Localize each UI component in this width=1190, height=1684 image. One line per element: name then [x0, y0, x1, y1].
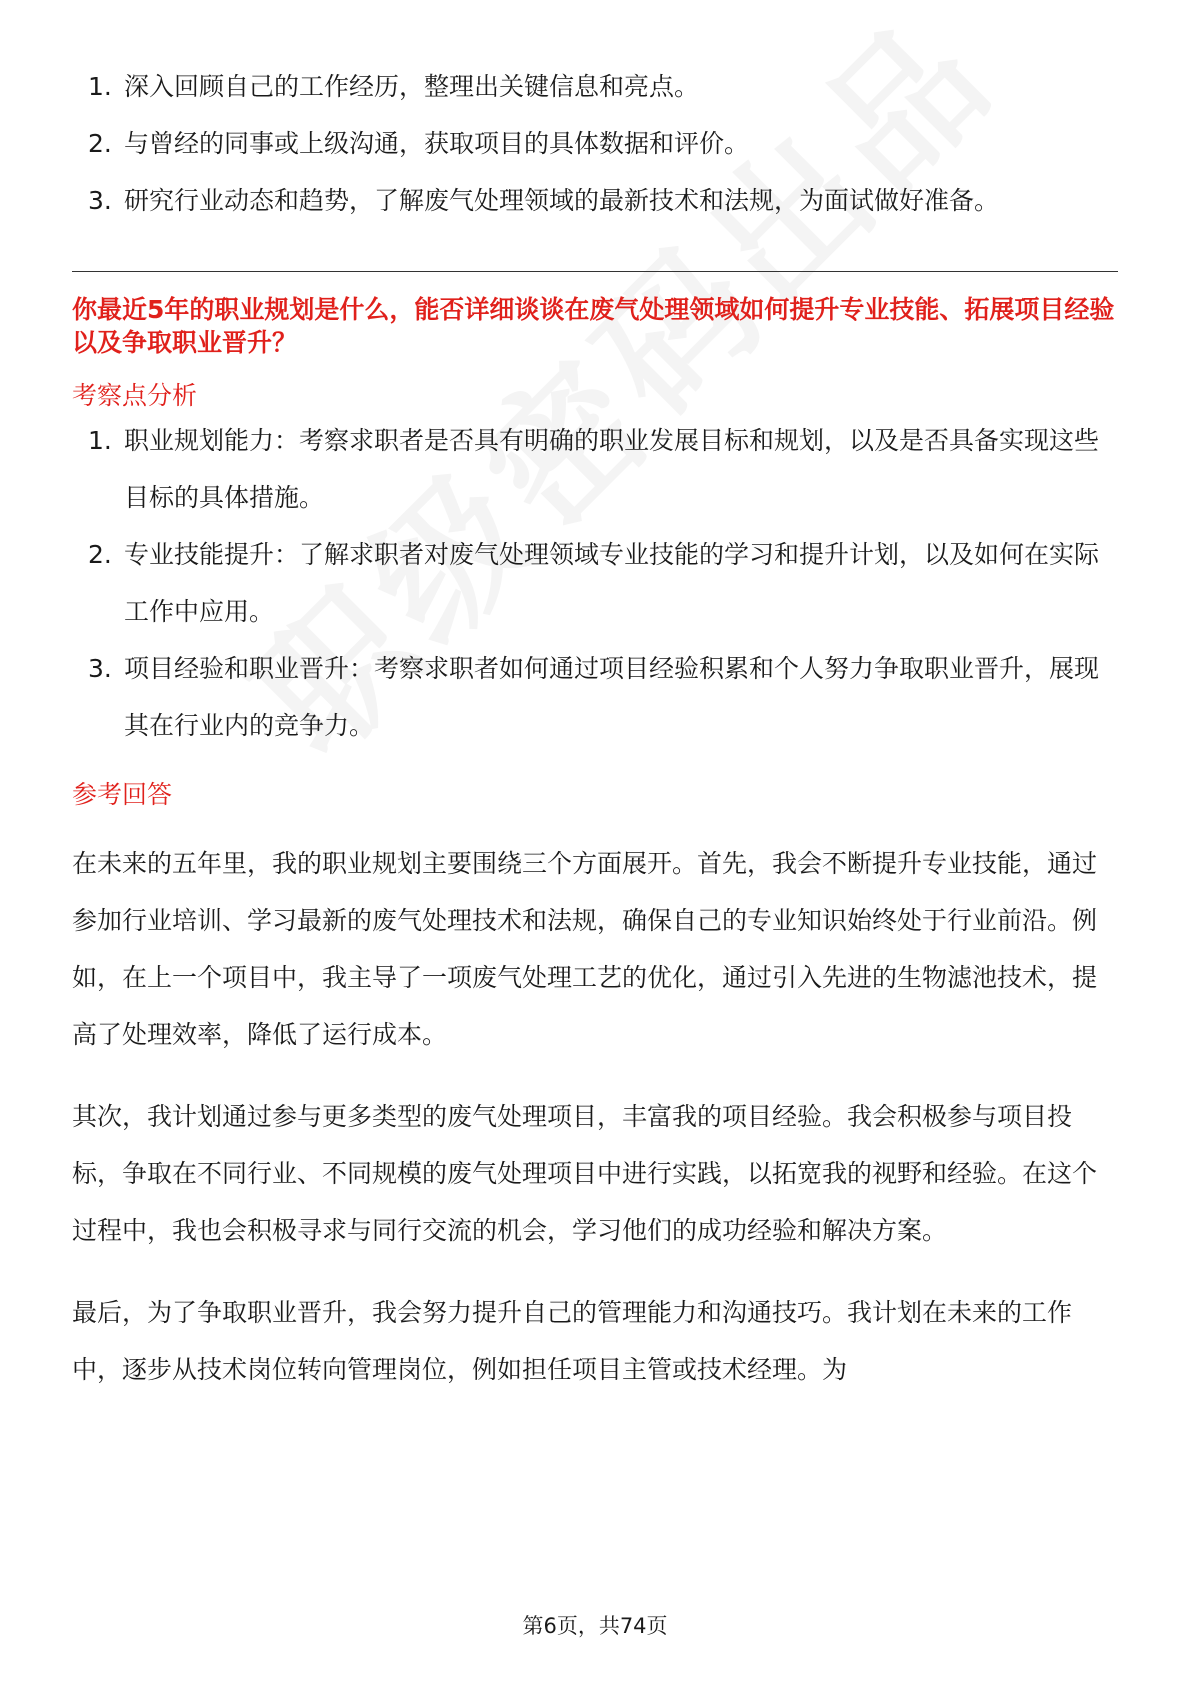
answer-paragraph: 其次，我计划通过参与更多类型的废气处理项目，丰富我的项目经验。我会积极参与项目投标，争取在不同行业、不同规模的废气处理项目中进行实践，以拓宽我的视野和经验。在这个过程中，我也会积极寻求与同行交流的机会，学习他们的成功经验和解决方案。	[72, 1102, 1098, 1245]
list-item	[72, 115, 1118, 172]
list-number: 1.	[88, 426, 112, 455]
section-divider	[72, 271, 1118, 272]
list-text: 研究行业动态和趋势，了解废气处理领域的最新技术和法规，为面试做好准备。	[124, 186, 1000, 215]
analysis-heading: 考察点分析	[72, 381, 198, 410]
page-footer: 第6页，共74页	[522, 1614, 668, 1638]
list-number: 1.	[88, 72, 112, 101]
list-item	[72, 526, 1118, 640]
list-text: 职业规划能力：考察求职者是否具有明确的职业发展目标和规划，以及是否具备实现这些目标的具体措施。	[124, 426, 1100, 512]
answer-paragraph: 在未来的五年里，我的职业规划主要围绕三个方面展开。首先，我会不断提升专业技能，通过参加行业培训、学习最新的废气处理技术和法规，确保自己的专业知识始终处于行业前沿。例如，在上一个项目中，我主导了一项废气处理工艺的优化，通过引入先进的生物滤池技术，提高了处理效率，降低了运行成本。	[72, 849, 1098, 1049]
list-number: 3.	[88, 654, 112, 683]
interview-question: 你最近5年的职业规划是什么，能否详细谈谈在废气处理领域如何提升专业技能、拓展项目经验以及争取职业晋升？	[72, 295, 1115, 357]
list-text: 专业技能提升：了解求职者对废气处理领域专业技能的学习和提升计划，以及如何在实际工作中应用。	[124, 540, 1100, 626]
list-item	[72, 640, 1118, 754]
list-number: 3.	[88, 186, 112, 215]
list-number: 2.	[88, 540, 112, 569]
list-item	[72, 172, 1118, 229]
analysis-list	[72, 412, 1118, 754]
preparation-list	[72, 58, 1118, 229]
answer-heading: 参考回答	[72, 780, 173, 809]
list-number: 2.	[88, 129, 112, 158]
list-text: 项目经验和职业晋升：考察求职者如何通过项目经验积累和个人努力争取职业晋升，展现其在行业内的竞争力。	[124, 654, 1100, 740]
list-item	[72, 58, 1118, 115]
page-content	[72, 58, 1118, 1398]
list-text: 与曾经的同事或上级沟通，获取项目的具体数据和评价。	[124, 129, 750, 158]
answer-paragraph: 最后，为了争取职业晋升，我会努力提升自己的管理能力和沟通技巧。我计划在未来的工作中，逐步从技术岗位转向管理岗位，例如担任项目主管或技术经理。为	[72, 1298, 1073, 1384]
list-item	[72, 412, 1118, 526]
list-text: 深入回顾自己的工作经历，整理出关键信息和亮点。	[124, 72, 700, 101]
